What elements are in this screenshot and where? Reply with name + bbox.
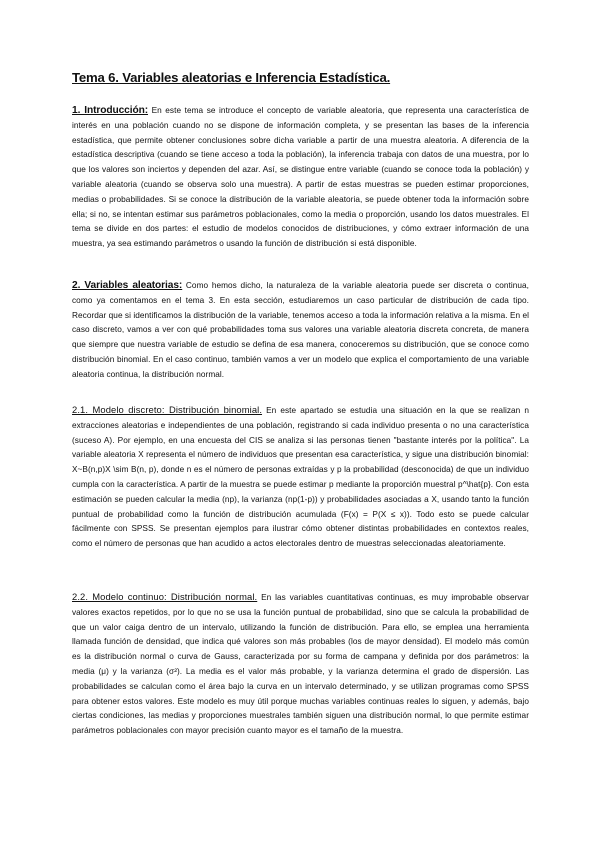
section-body: En este apartado se estudia una situación en la que se realizan n extracciones aleatorias e independientes de una población, registrando si cada individuo presenta o no una característica (suceso A). Por ejemplo, en una encuesta del CIS se analiza si las personas tienen "bastante interés por la política". La variable aleatoria X representa el número de individuos que presentan esa característica, y sigue una distribución binomial: X~B(n,p)X \sim B(n, p), donde n es el número de personas extraídas y p la probabilidad (desconocida) de que un individuo cumpla con la característica. A partir de la muestra se puede estimar p mediante la proporción muestral p^\hat{p}. Con esta estimación se pueden calcular la media (np), la varianza (np(1-p)) y probabilidades asociadas a X, usando tanto la función puntual de probabilidad como la función de distribución acumulada (F(x) = P(X ≤ x)). Todo esto se puede calcular fácilmente con SPSS. Se presentan ejemplos para ilustrar cómo obtener distintas probabilidades en contextos reales, como el número de personas que han acudido a actos electorales dentro de muestras seleccionadas aleatoriamente. (72, 406, 529, 549)
section-body: En las variables cuantitativas continuas, es muy improbable observar valores exactos repetidos, por lo que no se usa la función puntual de probabilidad, sino que se calcula la probabilidad de que un valor caiga dentro de un intervalo, utilizando la función de distribución. Para ello, se emplea una herramienta llamada función de densidad, que indica qué valores son más probables (los de mayor densidad). El modelo más común es la distribución normal o curva de Gauss, caracterizada por su forma de campana y definida por dos parámetros: la media (μ) y la varianza (σ²). La media es el valor más probable, y la varianza determina el grado de dispersión. Las probabilidades se calculan como el área bajo la curva en un intervalo determinado, y se utilizan programas como SPSS para obtener estos valores. Este modelo es muy útil porque muchas variables continuas reales lo siguen, y además, bajo ciertas condiciones, las medias y proporciones muestrales también siguen una distribución normal, lo que permite estimar parámetros poblacionales con mayor precisión cuanto mayor es el tamaño de la muestra. (72, 593, 529, 736)
section-modelo-continuo (72, 590, 529, 739)
section-heading: 2.2. Modelo continuo: Distribución normal. (72, 591, 258, 602)
section-variables-aleatorias (72, 279, 529, 383)
section-heading: 2. Variables aleatorias: (72, 280, 183, 291)
document-title: Tema 6. Variables aleatorias e Inferencia Estadística. (72, 70, 391, 85)
section-body: En este tema se introduce el concepto de variable aleatoria, que representa una característica de interés en una población cuando no se dispone de información completa, y se presentan las bases de la inferencia estadística, que permite obtener conclusiones sobre dicha variable a partir de una muestra aleatoria. A diferencia de la estadística descriptiva (cuando se tiene acceso a toda la población), la inferencia trabaja con datos de una muestra, por lo que los valores son inciertos y dependen del azar. Así, se distingue entre variable (cuando se conoce toda la población) y variable aleatoria (cuando se observa solo una muestra). A partir de estas muestras se pueden estimar proporciones, medias o probabilidades. Si se conoce la distribución de la variable aleatoria, se puede obtener toda la información sobre ella; si no, se intentan estimar sus parámetros poblacionales, como la media o proporción, usando los datos muestrales. El tema se divide en dos partes: el estudio de modelos conocidos de distribuciones, y cómo extraer información de una muestra, ya sea estimando parámetros o usando la función de distribución si está disponible. (72, 106, 530, 249)
section-heading: 2.1. Modelo discreto: Distribución binomial. (72, 404, 263, 415)
section-modelo-discreto (72, 403, 529, 552)
section-introduccion (72, 104, 529, 252)
section-heading: 1. Introducción: (72, 105, 149, 116)
section-body: Como hemos dicho, la naturaleza de la variable aleatoria puede ser discreta o continua, como ya comentamos en el tema 3. En esta sección, estudiaremos un caso particular de distribución de cada tipo. Recordar que si identificamos la distribución de la variable, tenemos acceso a toda la información relativa a la misma. En el caso discreto, vamos a ver con qué probabilidades toma sus valores una variable aleatoria discreta concreta, de manera que siempre que nuestra variable de estudio se defina de esa manera, conoceremos su distribución, que se conoce como distribución binomial. En el caso continuo, también vamos a ver un modelo que explica el comportamiento de una variable aleatoria continua, la distribución normal. (72, 281, 530, 379)
